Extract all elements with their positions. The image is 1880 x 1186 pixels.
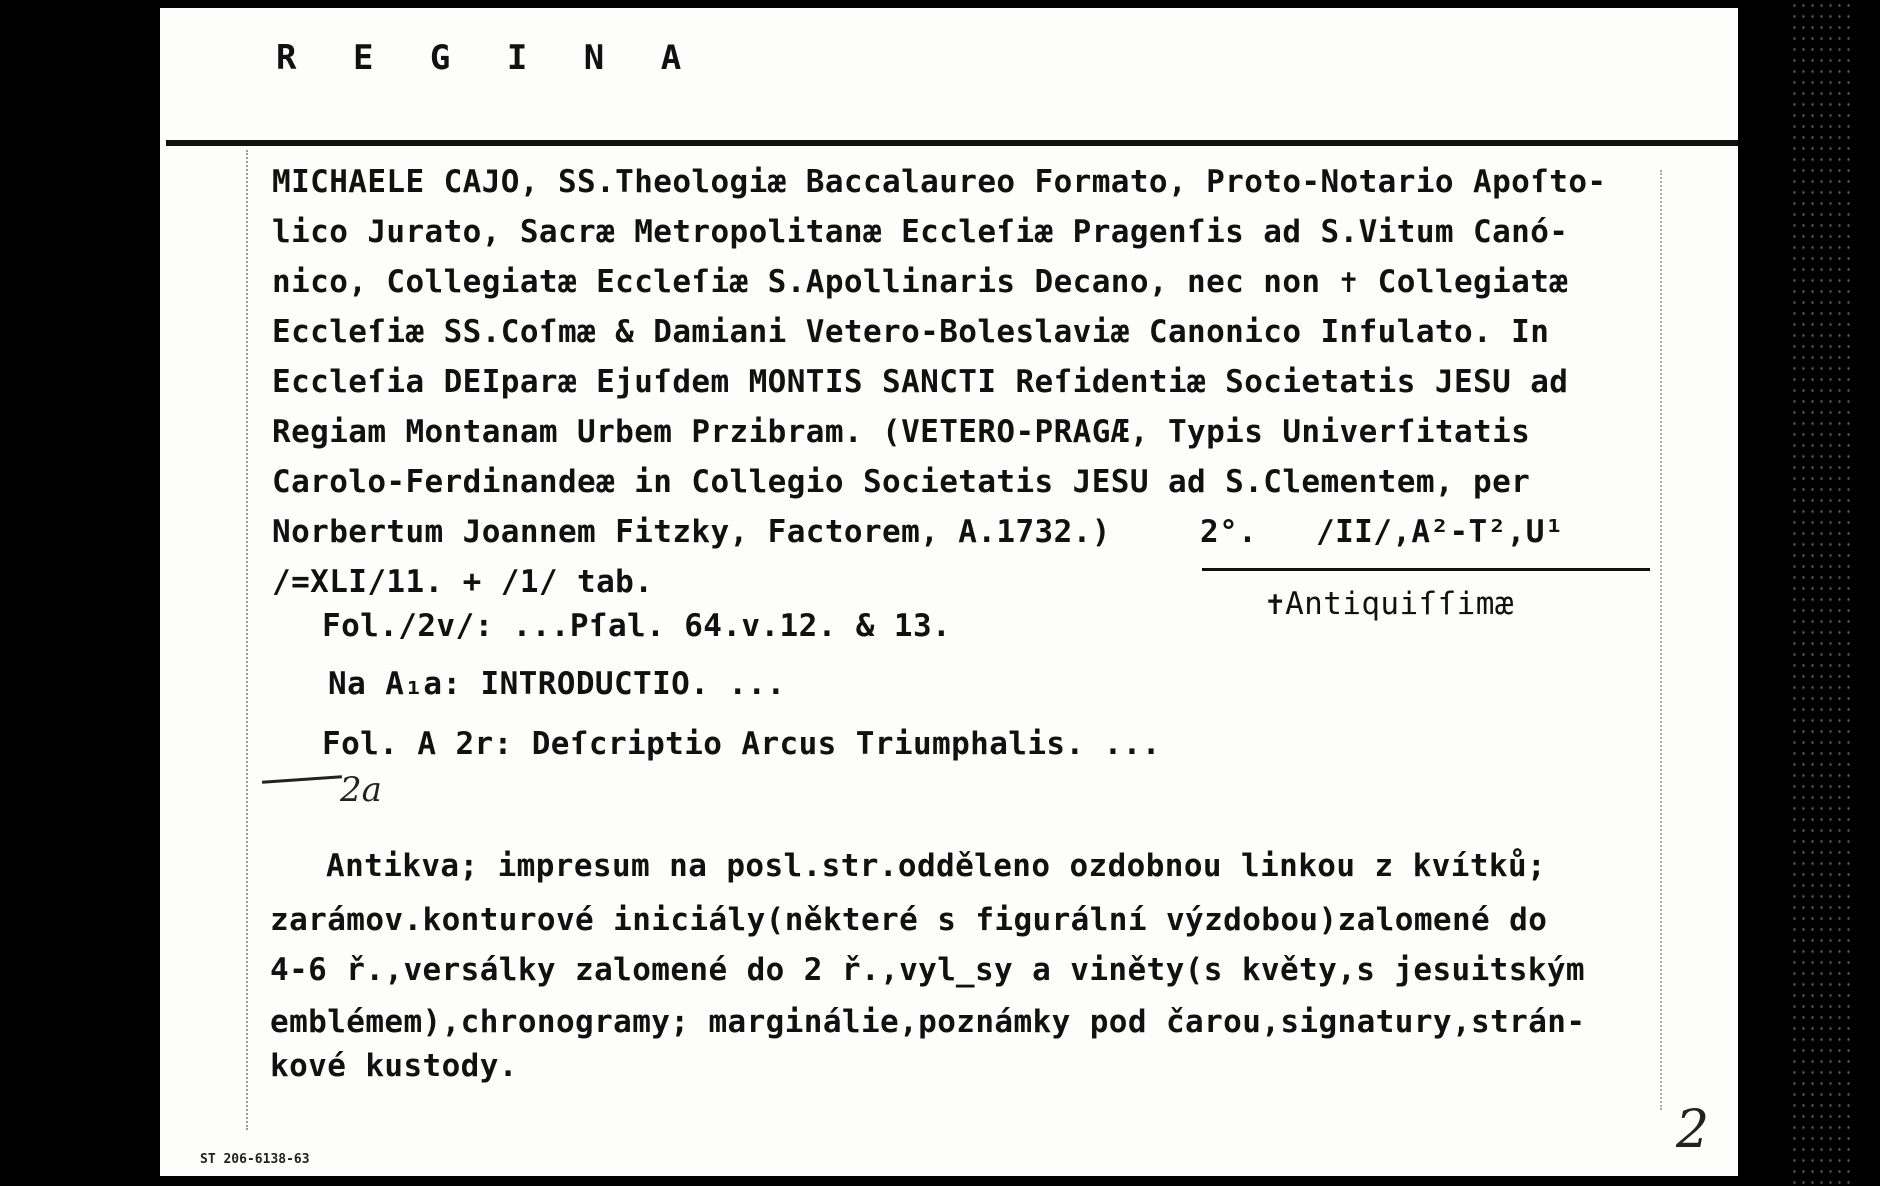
note-line: Fol. A 2r: Deſcriptio Arcus Triumphalis. ... xyxy=(322,726,1161,762)
body-line: MICHAELE CAJO, SS.Theologiæ Baccalaureo Formato, Proto-Notario Apoſto- xyxy=(272,164,1607,200)
footnote: ✝Antiquiſſimæ xyxy=(1266,586,1514,622)
note-line: Na A₁a: INTRODUCTIO. ... xyxy=(328,666,786,702)
pagination-line: /=XLI/11. + /1/ tab. xyxy=(272,564,654,600)
format: 2°. xyxy=(1200,514,1258,550)
scan-edge-noise xyxy=(1790,0,1850,1186)
body-line: Eccleſia DEIparæ Ejuſdem MONTIS SANCTI Reſidentiæ Societatis JESU ad xyxy=(272,364,1569,400)
note-line: Fol./2v/: ...Pſal. 64.v.12. & 13. xyxy=(322,608,952,644)
handwritten-note: 2a xyxy=(340,770,382,810)
body-line: Norbertum Joannem Fitzky, Factorem, A.1732.) xyxy=(272,514,1111,550)
body-line: Eccleſiæ SS.Coſmæ & Damiani Vetero-Boleslaviæ Canonico Infulato. In xyxy=(272,314,1550,350)
left-margin-line xyxy=(246,150,249,1130)
body-line: Carolo-Ferdinandeæ in Collegio Societatis JESU ad S.Clementem, per xyxy=(272,464,1531,500)
right-margin-line xyxy=(1660,170,1663,1110)
description-line: Antikva; impresum na posl.str.odděleno ozdobnou linkou z kvítků; xyxy=(326,848,1547,884)
card-number: 2 xyxy=(1676,1100,1710,1160)
body-line: lico Jurato, Sacræ Metropolitanæ Eccleſiæ Pragenſis ad S.Vitum Canó- xyxy=(272,214,1569,250)
description-line: 4-6 ř.,versálky zalomené do 2 ř.,vyl̲sy a viněty(s květy,s jesuitským xyxy=(270,952,1585,988)
description-line: emblémem),chronogramy; marginálie,poznámky pod čarou,signatury,strán- xyxy=(270,1004,1586,1040)
description-line: kové kustody. xyxy=(270,1048,518,1084)
collation: /II/,A²-T²,U¹ xyxy=(1316,514,1564,550)
heading-rule xyxy=(166,140,1738,146)
body-line: nico, Collegiatæ Eccleſiæ S.Apollinaris Decano, nec non ✝ Collegiatæ xyxy=(272,264,1569,300)
footnote-rule xyxy=(1202,568,1650,571)
body-line: Regiam Montanam Urbem Przibram. (VETERO-PRAGÆ, Typis Univerſitatis xyxy=(272,414,1531,450)
card-heading: R E G I N A xyxy=(276,38,700,78)
card-stamp: ST 206-6138-63 xyxy=(200,1152,310,1167)
description-line: zarámov.konturové iniciály(některé s figurální výzdobou)zalomené do xyxy=(270,902,1548,938)
